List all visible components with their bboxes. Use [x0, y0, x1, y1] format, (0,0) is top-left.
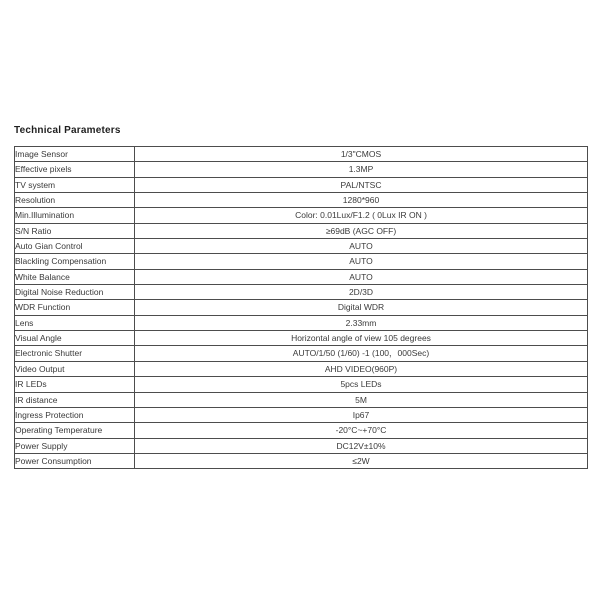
parameter-name: Effective pixels	[15, 162, 135, 177]
parameter-value: ≤2W	[135, 453, 588, 468]
parameter-name: Power Supply	[15, 438, 135, 453]
table-row	[15, 300, 588, 315]
table-row	[15, 208, 588, 223]
table-row	[15, 147, 588, 162]
table-row	[15, 407, 588, 422]
parameter-name: WDR Function	[15, 300, 135, 315]
parameter-value: AUTO	[135, 269, 588, 284]
parameter-value: 2.33mm	[135, 315, 588, 330]
page-title: Technical Parameters	[14, 125, 121, 136]
technical-parameters-table	[14, 146, 588, 469]
parameter-value: AUTO/1/50 (1/60) -1 (100，000Sec)	[135, 346, 588, 361]
table-row	[15, 423, 588, 438]
table-row	[15, 254, 588, 269]
parameter-value: Digital WDR	[135, 300, 588, 315]
parameter-name: Blackling Compensation	[15, 254, 135, 269]
table-row	[15, 239, 588, 254]
parameter-value: DC12V±10%	[135, 438, 588, 453]
table-row	[15, 269, 588, 284]
table-row	[15, 361, 588, 376]
parameter-value: PAL/NTSC	[135, 177, 588, 192]
parameter-value: 5pcs LEDs	[135, 377, 588, 392]
parameter-value: 2D/3D	[135, 285, 588, 300]
table-row	[15, 193, 588, 208]
parameter-name: Image Sensor	[15, 147, 135, 162]
parameter-name: Visual Angle	[15, 331, 135, 346]
parameter-value: AHD VIDEO(960P)	[135, 361, 588, 376]
parameter-value: 1280*960	[135, 193, 588, 208]
spec-sheet	[14, 125, 588, 469]
parameter-name: S/N Ratio	[15, 223, 135, 238]
table-row	[15, 162, 588, 177]
parameter-name: Electronic Shutter	[15, 346, 135, 361]
table-row	[15, 392, 588, 407]
parameter-value: Color: 0.01Lux/F1.2 ( 0Lux IR ON )	[135, 208, 588, 223]
parameter-name: Video Output	[15, 361, 135, 376]
table-row	[15, 285, 588, 300]
parameter-name: IR distance	[15, 392, 135, 407]
table-row	[15, 438, 588, 453]
table-row	[15, 377, 588, 392]
table-body	[15, 147, 588, 469]
parameter-name: White Balance	[15, 269, 135, 284]
parameter-name: TV system	[15, 177, 135, 192]
table-row	[15, 331, 588, 346]
parameter-value: AUTO	[135, 239, 588, 254]
table-row	[15, 346, 588, 361]
parameter-value: Horizontal angle of view 105 degrees	[135, 331, 588, 346]
parameter-name: Lens	[15, 315, 135, 330]
parameter-name: Min.Illumination	[15, 208, 135, 223]
parameter-name: Power Consumption	[15, 453, 135, 468]
parameter-name: Digital Noise Reduction	[15, 285, 135, 300]
parameter-name: Operating Temperature	[15, 423, 135, 438]
parameter-name: Auto Gian Control	[15, 239, 135, 254]
table-row	[15, 177, 588, 192]
parameter-value: -20°C~+70°C	[135, 423, 588, 438]
parameter-name: IR LEDs	[15, 377, 135, 392]
parameter-value: 5M	[135, 392, 588, 407]
parameter-value: 1.3MP	[135, 162, 588, 177]
parameter-value: AUTO	[135, 254, 588, 269]
table-row	[15, 223, 588, 238]
table-row	[15, 453, 588, 468]
parameter-value: 1/3"CMOS	[135, 147, 588, 162]
parameter-name: Resolution	[15, 193, 135, 208]
table-row	[15, 315, 588, 330]
parameter-name: Ingress Protection	[15, 407, 135, 422]
parameter-value: Ip67	[135, 407, 588, 422]
parameter-value: ≥69dB (AGC OFF)	[135, 223, 588, 238]
